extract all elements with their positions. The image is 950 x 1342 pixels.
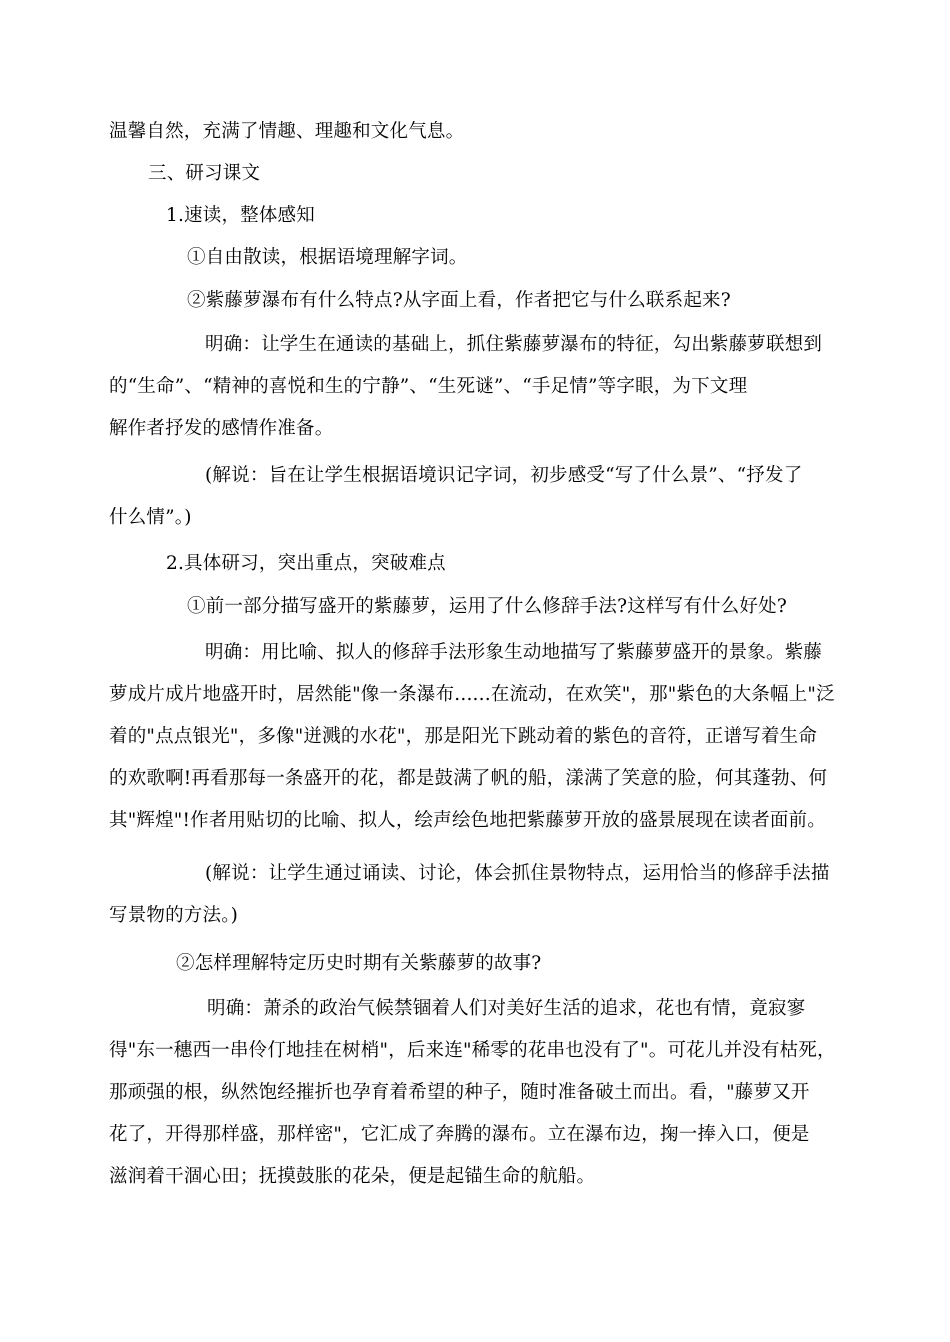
text-line: (解说：旨在让学生根据语境识记字词，初步感受“写了什么景”、“抒发了 [205, 465, 803, 486]
section-heading [148, 155, 883, 192]
text-line: 的“生命”、“精神的喜悦和生的宁静”、“生死谜”、“手足情”等字眼，为下文理 [109, 376, 748, 397]
text-line: 明确：萧杀的政治气候禁锢着人们对美好生活的追求，花也有情，竟寂寥 [207, 998, 806, 1019]
text-line: 那顽强的根，纵然饱经摧折也孕育着希望的种子，随时准备破土而出。看，"藤萝又开 [109, 1082, 810, 1103]
text-line: 1.速读，整体感知 [166, 205, 315, 226]
text-line: 明确：让学生在通读的基础上，抓住紫藤萝瀑布的特征，勾出紫藤萝联想到 [205, 334, 823, 355]
question-item [187, 282, 922, 319]
question-item [187, 239, 922, 276]
text-line: 温馨自然，充满了情趣、理趣和文化气息。 [109, 121, 465, 142]
subsection-heading [166, 197, 901, 234]
text-line: 着的"点点银光"，多像"迸溅的水花"，那是阳光下跳动着的紫色的音符，正谱写着生命 [109, 726, 818, 747]
text-line: 滋润着干涸心田；抚摸鼓胀的花朵，便是起锚生命的航船。 [109, 1166, 596, 1187]
text-line: 解作者抒发的感情作准备。 [109, 418, 334, 439]
text-line: (解说：让学生通过诵读、讨论，体会抓住景物特点，运用恰当的修辞手法描 [205, 863, 830, 884]
text-line: 三、研习课文 [148, 163, 261, 184]
answer-paragraph [109, 632, 844, 842]
subsection-heading [166, 545, 901, 582]
text-line: 明确：用比喻、拟人的修辞手法形象生动地描写了紫藤萝盛开的景象。紫藤 [205, 642, 823, 663]
text-line: 什么情”。) [109, 507, 192, 528]
text-line: 其"辉煌"!作者用贴切的比喻、拟人，绘声绘色地把紫藤萝开放的盛景展现在读者面前。 [109, 810, 826, 831]
question-item [176, 945, 911, 982]
text-line: 得"东一穗西一串伶仃地挂在树梢"，后来连"稀零的花串也没有了"。可花儿并没有枯死， [109, 1040, 836, 1061]
paragraph-intro-end [109, 113, 844, 150]
text-line: ①前一部分描写盛开的紫藤萝，运用了什么修辞手法?这样写有什么好处? [187, 596, 787, 617]
answer-paragraph [109, 324, 844, 450]
text-line: 的欢歌啊!再看那每一条盛开的花，都是鼓满了帆的船，漾满了笑意的脸，何其蓬勃、何 [109, 768, 828, 789]
text-line: ①自由散读，根据语境理解字词。 [187, 247, 468, 268]
text-line: ②紫藤萝瀑布有什么特点?从字面上看，作者把它与什么联系起来? [187, 290, 731, 311]
commentary-paragraph [109, 455, 844, 539]
text-line: 2.具体研习，突出重点，突破难点 [166, 553, 446, 574]
text-line: 萝成片成片地盛开时，居然能"像一条瀑布......在流动，在欢笑"，那"紫色的大条幅上"泛 [109, 684, 835, 705]
text-line: 写景物的方法。) [109, 905, 239, 926]
answer-paragraph [109, 988, 844, 1198]
text-line: ②怎样理解特定历史时期有关紫藤萝的故事? [176, 953, 542, 974]
commentary-paragraph [109, 853, 844, 937]
question-item [187, 588, 922, 625]
text-line: 花了，开得那样盛，那样密"，它汇成了奔腾的瀑布。立在瀑布边，掬一捧入口，便是 [109, 1124, 810, 1145]
